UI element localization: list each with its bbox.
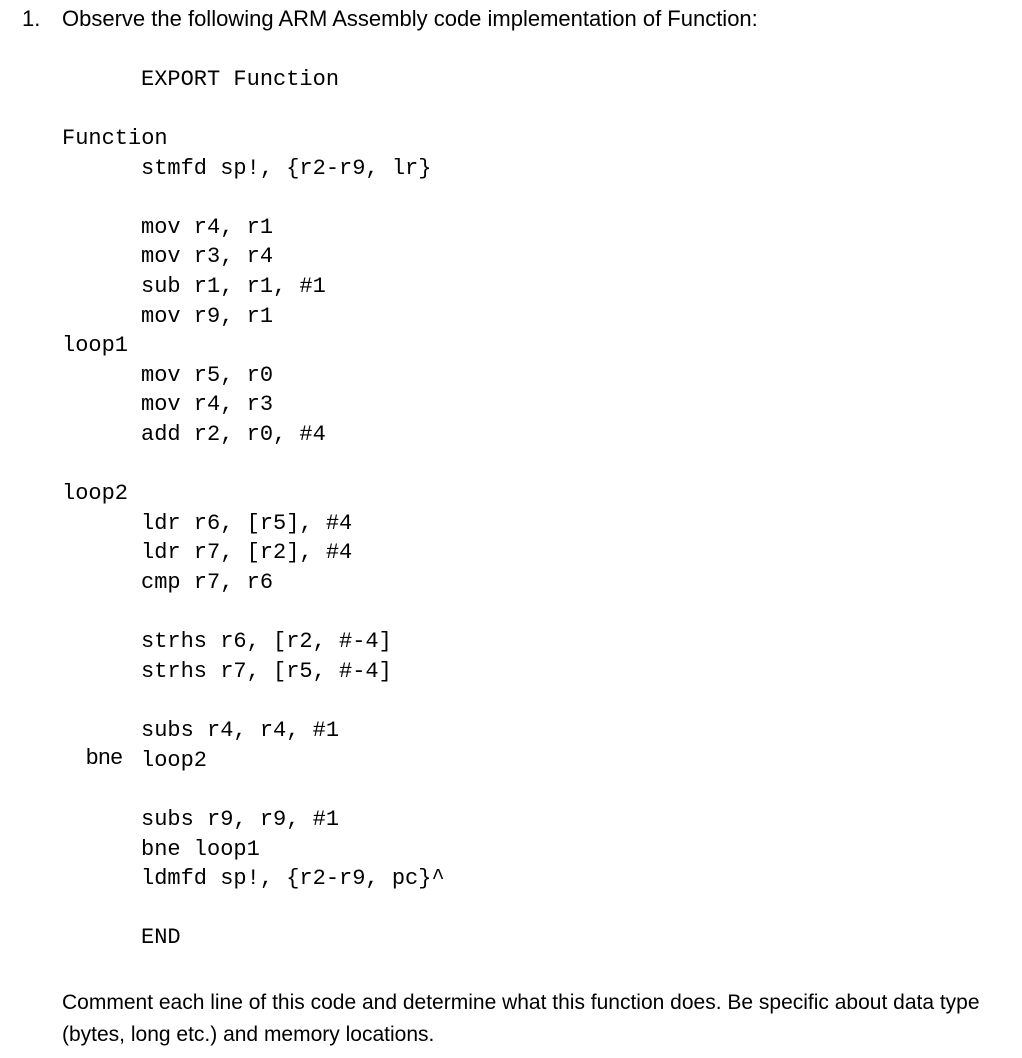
code-subs-r9: subs r9, r9, #1 — [141, 807, 340, 832]
code-sub: sub r1, r1, #1 — [141, 274, 326, 299]
label-loop1: loop1 — [62, 333, 129, 358]
instructions-text: Comment each line of this code and determine what this function does. Be specific about data type (bytes, long etc.) and memory locations. — [62, 991, 980, 1046]
code-mov-r5-r0: mov r5, r0 — [141, 363, 274, 388]
code-subs-r4: subs r4, r4, #1 — [141, 718, 340, 743]
label-function: Function — [62, 126, 168, 151]
code-ldr-r7: ldr r7, [r2], #4 — [141, 540, 353, 565]
question-text: Observe the following ARM Assembly code implementation of Function: — [62, 6, 758, 31]
code-bne-loop1: bne loop1 — [141, 837, 260, 862]
code-cmp: cmp r7, r6 — [141, 570, 274, 595]
code-add: add r2, r0, #4 — [141, 422, 326, 447]
code-bne-mnemonic: bne — [86, 744, 123, 769]
code-strhs-r6: strhs r6, [r2, #-4] — [141, 629, 392, 654]
label-loop2: loop2 — [62, 481, 129, 506]
code-mov-r3-r4: mov r3, r4 — [141, 244, 274, 269]
code-stmfd: stmfd sp!, {r2-r9, lr} — [141, 156, 432, 181]
code-mov-r4-r1: mov r4, r1 — [141, 215, 274, 240]
code-export: EXPORT Function — [141, 67, 340, 92]
code-ldr-r6: ldr r6, [r5], #4 — [141, 511, 353, 536]
question-number: 1. — [22, 6, 41, 31]
code-bne-target-loop2: loop2 — [141, 748, 208, 773]
code-mov-r9-r1: mov r9, r1 — [141, 304, 274, 329]
code-end: END — [141, 925, 181, 950]
code-ldmfd: ldmfd sp!, {r2-r9, pc}^ — [141, 866, 445, 891]
code-mov-r4-r3: mov r4, r3 — [141, 392, 274, 417]
code-strhs-r7: strhs r7, [r5, #-4] — [141, 659, 392, 684]
question-heading — [22, 4, 758, 34]
